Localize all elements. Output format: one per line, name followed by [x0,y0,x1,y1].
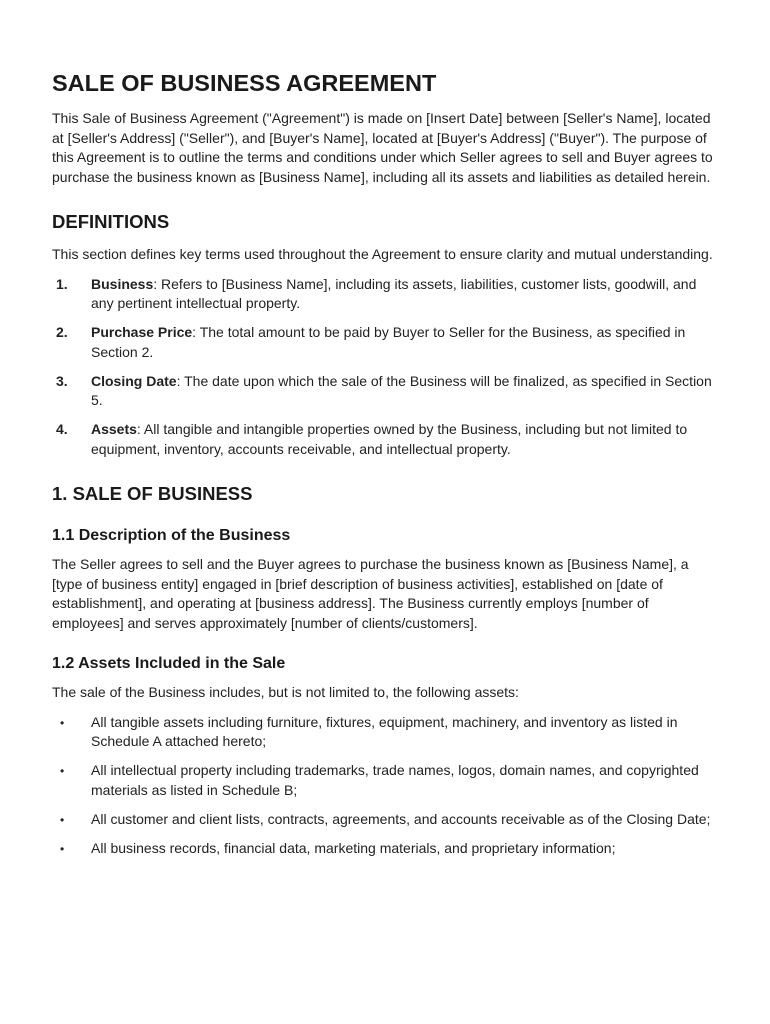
definition-text: : The total amount to be paid by Buyer to Seller for the Business, as specified in Section 2. [91,324,686,360]
definition-term: Assets [91,421,137,437]
definitions-list [52,275,722,460]
definition-item [52,420,722,459]
section-1-heading: 1. SALE OF BUSINESS [52,483,253,504]
intro-paragraph: This Sale of Business Agreement ("Agreement") is made on [Insert Date] between [Seller's Name], located at [Seller's Address] ("Seller"), and [Buyer's Name], located at [Buyer's Address] ("Buyer"). The purpose of this Agreement is to outline the terms and conditions under which Seller agrees to sell and Buyer agrees to purchase the business known as [Business Name], including all its assets and liabilities as detailed herein. [52,110,713,185]
definition-text: : The date upon which the sale of the Business will be finalized, as specified in Section 5. [91,372,712,408]
definition-text: : All tangible and intangible properties owned by the Business, including but not limited to equipment, inventory, accounts receivable, and intellectual property. [91,421,688,457]
asset-item [52,761,722,800]
definition-item [52,372,722,411]
subsection-1-1-text: The Seller agrees to sell and the Buyer agrees to purchase the business known as [Business Name], a [type of business entity] engaged in [brief description of business activities], established on [date of establishment], and operating at [business address]. The Business currently employs [number of employees] and serves approximately [number of clients/customers]. [52,556,689,631]
definition-term: Purchase Price [91,324,193,340]
definition-term: Closing Date [91,372,177,389]
definition-item [52,323,722,362]
subsection-1-1-heading: 1.1 Description of the Business [52,527,291,544]
subsection-1-2-heading: 1.2 Assets Included in the Sale [52,655,286,672]
bullet-icon: • [60,812,65,827]
definition-item [52,275,722,314]
definitions-heading: DEFINITIONS [52,211,170,232]
asset-item [52,839,722,859]
document-title: SALE OF BUSINESS AGREEMENT [52,70,437,96]
asset-item [52,713,722,752]
definitions-intro: This section defines key terms used throughout the Agreement to ensure clarity and mutual understanding. [52,246,713,262]
asset-text: All tangible assets including furniture, fixtures, equipment, machinery, and inventory as listed in Schedule A attached hereto; [91,713,678,749]
definition-number: 1. [56,275,68,292]
asset-text: All customer and client lists, contracts, agreements, and accounts receivable as of the Closing Date; [91,810,711,827]
asset-text: All intellectual property including trademarks, trade names, logos, domain names, and copyrighted materials as listed in Schedule B; [91,762,699,798]
asset-item [52,810,722,830]
bullet-icon: • [60,841,65,856]
asset-text: All business records, financial data, marketing materials, and proprietary information; [91,839,616,856]
definition-term: Business [91,275,154,292]
bullet-icon: • [60,764,65,778]
definition-text: : Refers to [Business Name], including its assets, liabilities, customer lists, goodwill, and any pertinent intellectual property. [91,275,697,311]
bullet-icon: • [60,715,65,730]
definition-number: 2. [56,324,68,340]
definition-number: 4. [56,421,68,437]
document-page [52,70,722,868]
assets-list [52,713,722,859]
subsection-1-2-intro: The sale of the Business includes, but is not limited to, the following assets: [52,684,519,700]
definition-number: 3. [56,372,68,389]
